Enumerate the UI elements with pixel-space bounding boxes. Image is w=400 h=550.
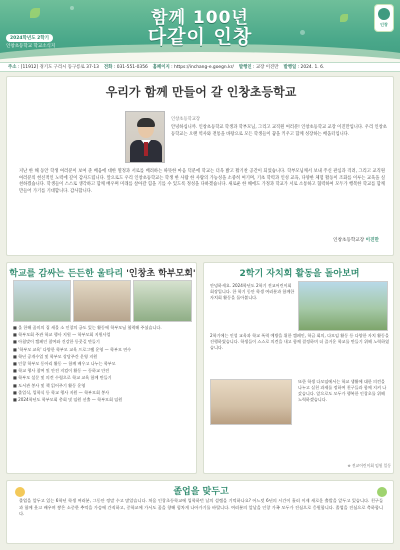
school-logo: 인창: [374, 4, 394, 32]
council-body: 2학기에는 인성 교육과 학교 폭력 예방을 위한 캠페인, 학급 회의, 다모임 활동 등 다양한 자치 활동을 진행하였습니다. 학생들이 스스로 의견을 내고 함께 결정하며 더 즐거운 학교를 만들기 위해 노력하였습니다.: [210, 333, 390, 351]
section-title: 학교를 감싸는 든든한 울타리 '인창초 학부모회': [9, 269, 196, 279]
graduation-body: 졸업을 앞두고 있는 6학년 학생 여러분, 그동안 정말 수고 많았습니다. 처음 인창초등학교에 입학하던 날의 설렘을 기억하나요? 어느덧 6년의 시간이 흘러 이제 새로운 출발을 앞두고 있습니다. 친구들과 함께 웃고 배우며 쌓은 소중한 추억을 가슴에 간직하고, 중학교에 가서도 꿈을 향해 힘차게 나아가기를 바랍니다. 여러분의 앞날을 인창 가족 모두가 진심으로 응원합니다. 졸업을 진심으로 축하합니다.: [19, 498, 383, 517]
newsletter-title: 함께 100년: [151, 8, 249, 28]
principal-signature: 인창초등학교장 이진만: [333, 238, 379, 243]
parents-photo-strip: [13, 280, 192, 322]
section-title: 우리가 함께 만들어 갈 인창초등학교: [105, 85, 297, 99]
list-item: ■ 인창 학부모 동아리 활동 — 함께 배우고 나누는 학부모: [13, 361, 116, 367]
principal-greeting: 인창초등학교장 안녕하십니까. 인창초등학교 학생과 학부모님, 그리고 교직원 여러분! 인창초등학교 교장 이진만입니다. 우리 인창초등학교는 오랜 역사와 전통을 바탕으로 모든 학생들이 꿈을 키우고 함께 성장하는 배움터입니다.: [171, 117, 387, 137]
publisher: 교장 이진만: [255, 65, 279, 70]
graduation-section: [6, 480, 394, 544]
publication-info-bar: 주소 : [11912] 경기도 구리시 동구릉로 37-13 전화 : 031-551-0356 홈페이지 : https://inchang-e.goegn.kr/ 발행인 : 교장 이진만 발행일 : 2024. 1. 6.: [0, 62, 400, 72]
principal-message-section: [6, 76, 394, 256]
list-item: ■ 졸업식, 입학식 등 학교 행사 지원 — 학부모회 봉사: [13, 389, 110, 395]
student-council-section: [203, 262, 394, 474]
principal-photo: [125, 111, 165, 163]
logo-emblem-icon: [378, 8, 390, 20]
list-item: ■ 학년 공개수업 및 학부모 상담주간 운영 지원: [13, 353, 98, 359]
parents-activity-list: [13, 325, 194, 404]
section-title: 졸업을 맞두고: [173, 487, 229, 497]
council-activity-photo: [210, 379, 292, 425]
parents-association-section: [6, 262, 197, 474]
newsletter-header: [0, 0, 400, 66]
list-item: ■ 올 한해 꿈미의 집 새물 소 인창의 궁도 있는 활동에 학부모님 협력해 주셨습니다.: [13, 325, 162, 330]
principal-message-body: 지난 한 해 동안 학생 여러분이 보여 준 배움에 대한 열정과 서로를 배려하는 따뜻한 마음 덕분에 학교는 더욱 밝고 활기찬 공간이 되었습니다. 학부모님께서 보내 주신 관심과 격려, 그리고 교직원 여러분의 헌신적인 노력에 깊이 감사드립니다. 앞으로도 우리 인창초등학교는 학생 한 사람 한 사람의 가능성을 소중히 여기며, 기초 학력과 인성 교육, 다양한 체험 활동이 조화를 이루는 교육을 실천하겠습니다. 학생들이 스스로 생각하고 함께 배우며 미래를 살아갈 힘을 기를 수 있도록 정성을 다하겠습니다. 새로운 한 해에도 가정과 학교가 서로 소통하고 협력하여 모두가 행복한 학교를 함께 만들어 가기를 기대합니다. 감사합니다.: [19, 169, 385, 194]
homepage-link[interactable]: https://inchang-e.goegn.kr/: [174, 65, 234, 70]
section-title: 2학기 자치회 활동을 돌아보며: [239, 269, 360, 279]
address: [11912] 경기도 구리시 동구릉로 37-13: [20, 65, 99, 70]
list-item: ■ 도서관 봉사 및 책 읽어주기 활동 운영: [13, 382, 86, 388]
list-item: ■ 학부모회 주관 학교 행사 지원 — 학부모회 지원사업: [13, 332, 111, 338]
publish-date: 2024. 1. 6.: [300, 65, 325, 70]
list-item: ■ 학부모 설문 및 의견 수렴으로 학교 교육 함께 만들기: [13, 375, 112, 381]
newsletter-title-sub: 다같이 인창: [147, 26, 253, 48]
council-intro: 안녕하세요. 2024학년도 2학기 전교어린이회 회장입니다. 한 학기 동안 학생 여러분과 함께한 자치회 활동을 돌아봅니다.: [210, 283, 295, 301]
list-item: ■ 2024학년도 학부모회 총회 및 임원 선출 — 학부모회 임원: [13, 397, 123, 403]
council-body-2: 또한 학생 다모임에서는 학교 생활에 대한 의견을 나누고 실천 과제를 정하여 친구들과 함께 지켜 나갔습니다. 앞으로도 모두가 행복한 인창초를 위해 노력하겠습니다.: [298, 379, 387, 403]
issue-badge: 2024학년도 2학기: [6, 34, 53, 42]
council-caption: ※ 전교어린이회 임원 일동: [347, 463, 391, 468]
event-photo: [133, 280, 192, 322]
event-photo: [13, 280, 71, 322]
list-item: ■ 아침맞이 캠페인 참여와 건강한 등굣길 만들기: [13, 339, 100, 345]
list-item: ■ 학교 행사 참여 및 안전 지킴이 활동 — 등하교 안전: [13, 368, 110, 374]
event-photo: [73, 280, 131, 322]
list-item: ■ '학부모 교육' 다양한 학부모 교육 프로그램 운영 — 학부모 연수: [13, 346, 132, 352]
issue-subtitle: 인창초등학교 학교소식지: [6, 44, 56, 49]
phone: 031-551-0356: [116, 65, 148, 70]
council-group-photo: [298, 281, 388, 331]
